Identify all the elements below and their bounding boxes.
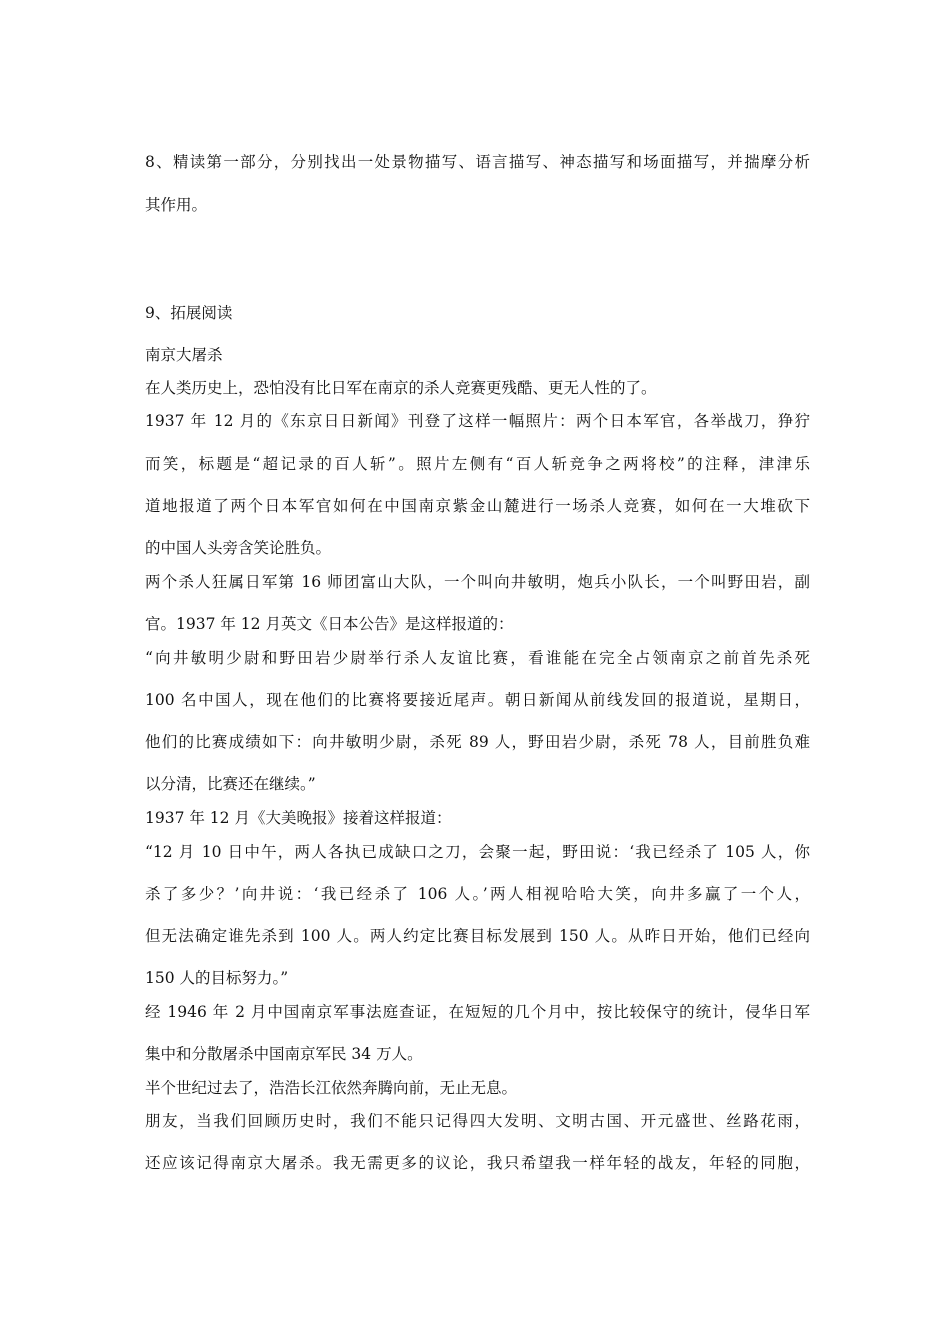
article-paragraph-9-line-1: 朋友，当我们回顾历史时，我们不能只记得四大发明、文明古国、开元盛世、丝路花雨， xyxy=(145,1112,810,1130)
article-paragraph-2-line-2: 而笑，标题是“超记录的百人斩”。照片左侧有“百人斩竞争之两将校”的注释，津津乐 xyxy=(145,455,810,473)
article-paragraph-3-line-1: 两个杀人狂属日军第 16 师团富山大队，一个叫向井敏明，炮兵小队长，一个叫野田岩，副 xyxy=(145,573,810,591)
article-paragraph-7-line-1: 经 1946 年 2 月中国南京军事法庭查证，在短短的几个月中，按比较保守的统计，侵华日军 xyxy=(145,1003,810,1021)
article-paragraph-4-line-1: “向井敏明少尉和野田岩少尉举行杀人友谊比赛，看谁能在完全占领南京之前首先杀死 xyxy=(145,649,810,667)
article-paragraph-3-line-2: 官。1937 年 12 月英文《日本公告》是这样报道的： xyxy=(145,615,514,633)
article-paragraph-8: 半个世纪过去了，浩浩长江依然奔腾向前，无止无息。 xyxy=(145,1079,518,1097)
article-paragraph-4-line-3: 他们的比赛成绩如下：向井敏明少尉，杀死 89 人，野田岩少尉，杀死 78 人，目前胜负难 xyxy=(145,733,810,751)
article-paragraph-4-line-4: 以分清，比赛还在继续。” xyxy=(145,775,316,793)
article-paragraph-6-line-1: “12 月 10 日中午，两人各执已成缺口之刀，会聚一起，野田说：‘我已经杀了 105 人，你 xyxy=(145,843,810,861)
article-paragraph-6-line-3: 但无法确定谁先杀到 100 人。两人约定比赛目标发展到 150 人。从昨日开始，他们已经向 xyxy=(145,927,810,945)
article-paragraph-2-line-1: 1937 年 12 月的《东京日日新闻》刊登了这样一幅照片：两个日本军官，各举战刀，狰狞 xyxy=(145,412,810,430)
article-paragraph-9-line-2: 还应该记得南京大屠杀。我无需更多的议论，我只希望我一样年轻的战友，年轻的同胞， xyxy=(145,1154,810,1172)
question-8-text-line-1: 8、精读第一部分，分别找出一处景物描写、语言描写、神态描写和场面描写，并揣摩分析 xyxy=(145,153,810,171)
article-paragraph-1: 在人类历史上，恐怕没有比日军在南京的杀人竞赛更残酷、更无人性的了。 xyxy=(145,379,657,397)
question-9-heading: 9、拓展阅读 xyxy=(145,304,233,322)
article-paragraph-5: 1937 年 12 月《大美晚报》接着这样报道： xyxy=(145,809,452,827)
article-paragraph-2-line-4: 的中国人头旁含笑论胜负。 xyxy=(145,539,332,557)
article-paragraph-6-line-2: 杀了多少？’向井说：‘我已经杀了 106 人。’两人相视哈哈大笑，向井多赢了一个人， xyxy=(145,885,810,903)
question-8-text-line-2: 其作用。 xyxy=(145,196,208,214)
article-paragraph-7-line-2: 集中和分散屠杀中国南京军民 34 万人。 xyxy=(145,1045,423,1063)
article-paragraph-2-line-3: 道地报道了两个日本军官如何在中国南京紫金山麓进行一场杀人竞赛，如何在一大堆砍下 xyxy=(145,497,810,515)
article-paragraph-4-line-2: 100 名中国人，现在他们的比赛将要接近尾声。朝日新闻从前线发回的报道说，星期日， xyxy=(145,691,810,709)
article-paragraph-6-line-4: 150 人的目标努力。” xyxy=(145,969,289,987)
article-title: 南京大屠杀 xyxy=(145,346,223,364)
